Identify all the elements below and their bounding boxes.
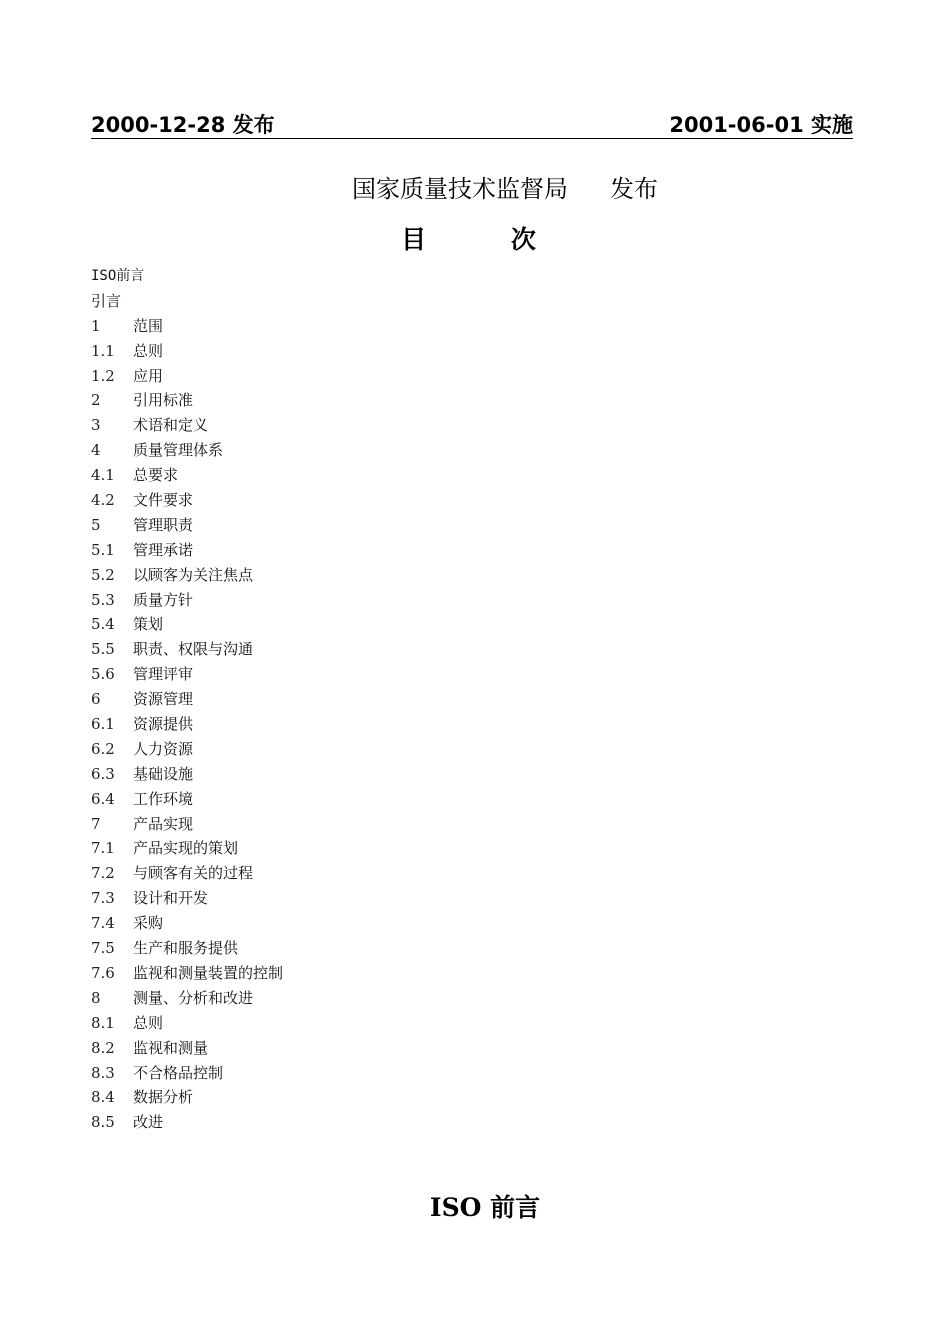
toc-item [91,314,691,339]
issuer-line [0,172,950,206]
toc-item-number: 5.1 [91,540,115,559]
toc-item-number: 2 [91,391,101,410]
toc-item-number: 7.5 [91,939,115,958]
toc-item-number: 6.2 [91,739,115,758]
toc-item [91,438,691,463]
toc-item-label: 范围 [133,316,164,335]
toc-item-label: 不合格品控制 [133,1063,224,1082]
toc-item-number: 4 [91,441,101,460]
toc-item [91,413,691,438]
toc-item [91,961,691,986]
effective-date: 2001-06-01 实施 [669,113,853,137]
toc-item-label: 改进 [133,1113,164,1132]
toc-item-label: 管理职责 [133,515,194,534]
toc-item [91,463,691,488]
toc-item-number: 8 [91,988,101,1007]
toc-item-number: 6.3 [91,764,115,783]
toc-item-label: 工作环境 [133,789,194,808]
toc-item [91,563,691,588]
toc-item-label: 人力资源 [133,739,194,758]
toc-item-number: 7.6 [91,963,115,982]
toc-item [91,936,691,961]
toc-item-number: 7.1 [91,839,115,858]
toc-item [91,861,691,886]
toc-item-number: 4.1 [91,466,115,485]
toc-item-label: 监视和测量 [133,1038,209,1057]
issuer-action: 发布 [610,175,658,203]
toc-title: 目 次 [401,225,574,254]
toc-item-label: 总则 [133,341,164,360]
toc-item-label: 以顾客为关注焦点 [133,565,254,584]
toc-item-number: 8.1 [91,1013,115,1032]
toc-item-label: 策划 [133,615,164,634]
toc-item-number: 4.2 [91,491,115,510]
toc-item [91,1011,691,1036]
toc-item-label: 与顾客有关的过程 [133,864,254,883]
toc-item-number: 8.2 [91,1038,115,1057]
toc-item [91,687,691,712]
toc-item [91,886,691,911]
toc-item [91,364,691,389]
toc-item-label: 设计和开发 [133,889,209,908]
toc-item-label: 数据分析 [133,1088,194,1107]
toc-item [91,488,691,513]
toc-item-number: 1.1 [91,341,115,360]
toc-item [91,1036,691,1061]
toc-item-label: 质量管理体系 [133,441,224,460]
toc-item-label: ISO前言 [91,268,145,284]
toc-item-number: 7.2 [91,864,115,883]
release-date: 2000-12-28 发布 [91,113,275,137]
toc-item-label: 术语和定义 [133,416,209,435]
toc-item [91,737,691,762]
toc-item [91,388,691,413]
toc-item-number: 3 [91,416,101,435]
toc-item [91,339,691,364]
toc-item-label: 管理评审 [133,665,194,684]
toc-item [91,762,691,787]
toc-item-number: 5.2 [91,565,115,584]
toc-item [91,612,691,637]
table-of-contents [91,264,691,1135]
toc-item-label: 产品实现 [133,814,194,833]
toc-item [91,264,691,289]
toc-item-number: 8.4 [91,1088,115,1107]
toc-item [91,662,691,687]
toc-item-label: 生产和服务提供 [133,939,239,958]
toc-item [91,986,691,1011]
toc-item-number: 7.4 [91,914,115,933]
toc-item [91,538,691,563]
toc-item-label: 文件要求 [133,491,194,510]
toc-item-number: 6.1 [91,715,115,734]
toc-item-label: 职责、权限与沟通 [133,640,254,659]
toc-item-number: 6 [91,690,101,709]
toc-item [91,588,691,613]
toc-item-label: 总要求 [133,466,179,485]
toc-item [91,637,691,662]
toc-item-label: 应用 [133,366,164,385]
toc-item-number: 7.3 [91,889,115,908]
toc-item-label: 资源管理 [133,690,194,709]
toc-item-number: 8.5 [91,1113,115,1132]
toc-item-number: 5.5 [91,640,115,659]
toc-item [91,1110,691,1135]
section-heading: ISO 前言 [429,1193,541,1222]
toc-item [91,1085,691,1110]
toc-item-number: 6.4 [91,789,115,808]
toc-item-number: 1 [91,316,101,335]
toc-item-label: 管理承诺 [133,540,194,559]
toc-item-label: 引用标准 [133,391,194,410]
toc-item [91,712,691,737]
toc-item [91,513,691,538]
toc-item-number: 5.4 [91,615,115,634]
toc-item-label: 基础设施 [133,764,194,783]
toc-item-number: 5.6 [91,665,115,684]
toc-item-number: 1.2 [91,366,115,385]
toc-item-number: 8.3 [91,1063,115,1082]
toc-item-label: 产品实现的策划 [133,839,239,858]
toc-item-label: 资源提供 [133,715,194,734]
toc-item-label: 质量方针 [133,590,194,609]
toc-item-number: 5.3 [91,590,115,609]
toc-item-label: 采购 [133,914,164,933]
toc-item [91,1061,691,1086]
toc-item-number: 5 [91,515,101,534]
issuer-name: 国家质量技术监督局 [352,175,568,203]
toc-item-label: 引言 [91,291,122,310]
toc-item [91,911,691,936]
toc-item [91,787,691,812]
toc-item [91,289,691,314]
toc-item [91,836,691,861]
toc-item-number: 7 [91,814,101,833]
toc-item-label: 测量、分析和改进 [133,988,254,1007]
toc-item-label: 监视和测量装置的控制 [133,963,284,982]
toc-item [91,812,691,837]
header-dates [91,112,853,139]
toc-item-label: 总则 [133,1013,164,1032]
